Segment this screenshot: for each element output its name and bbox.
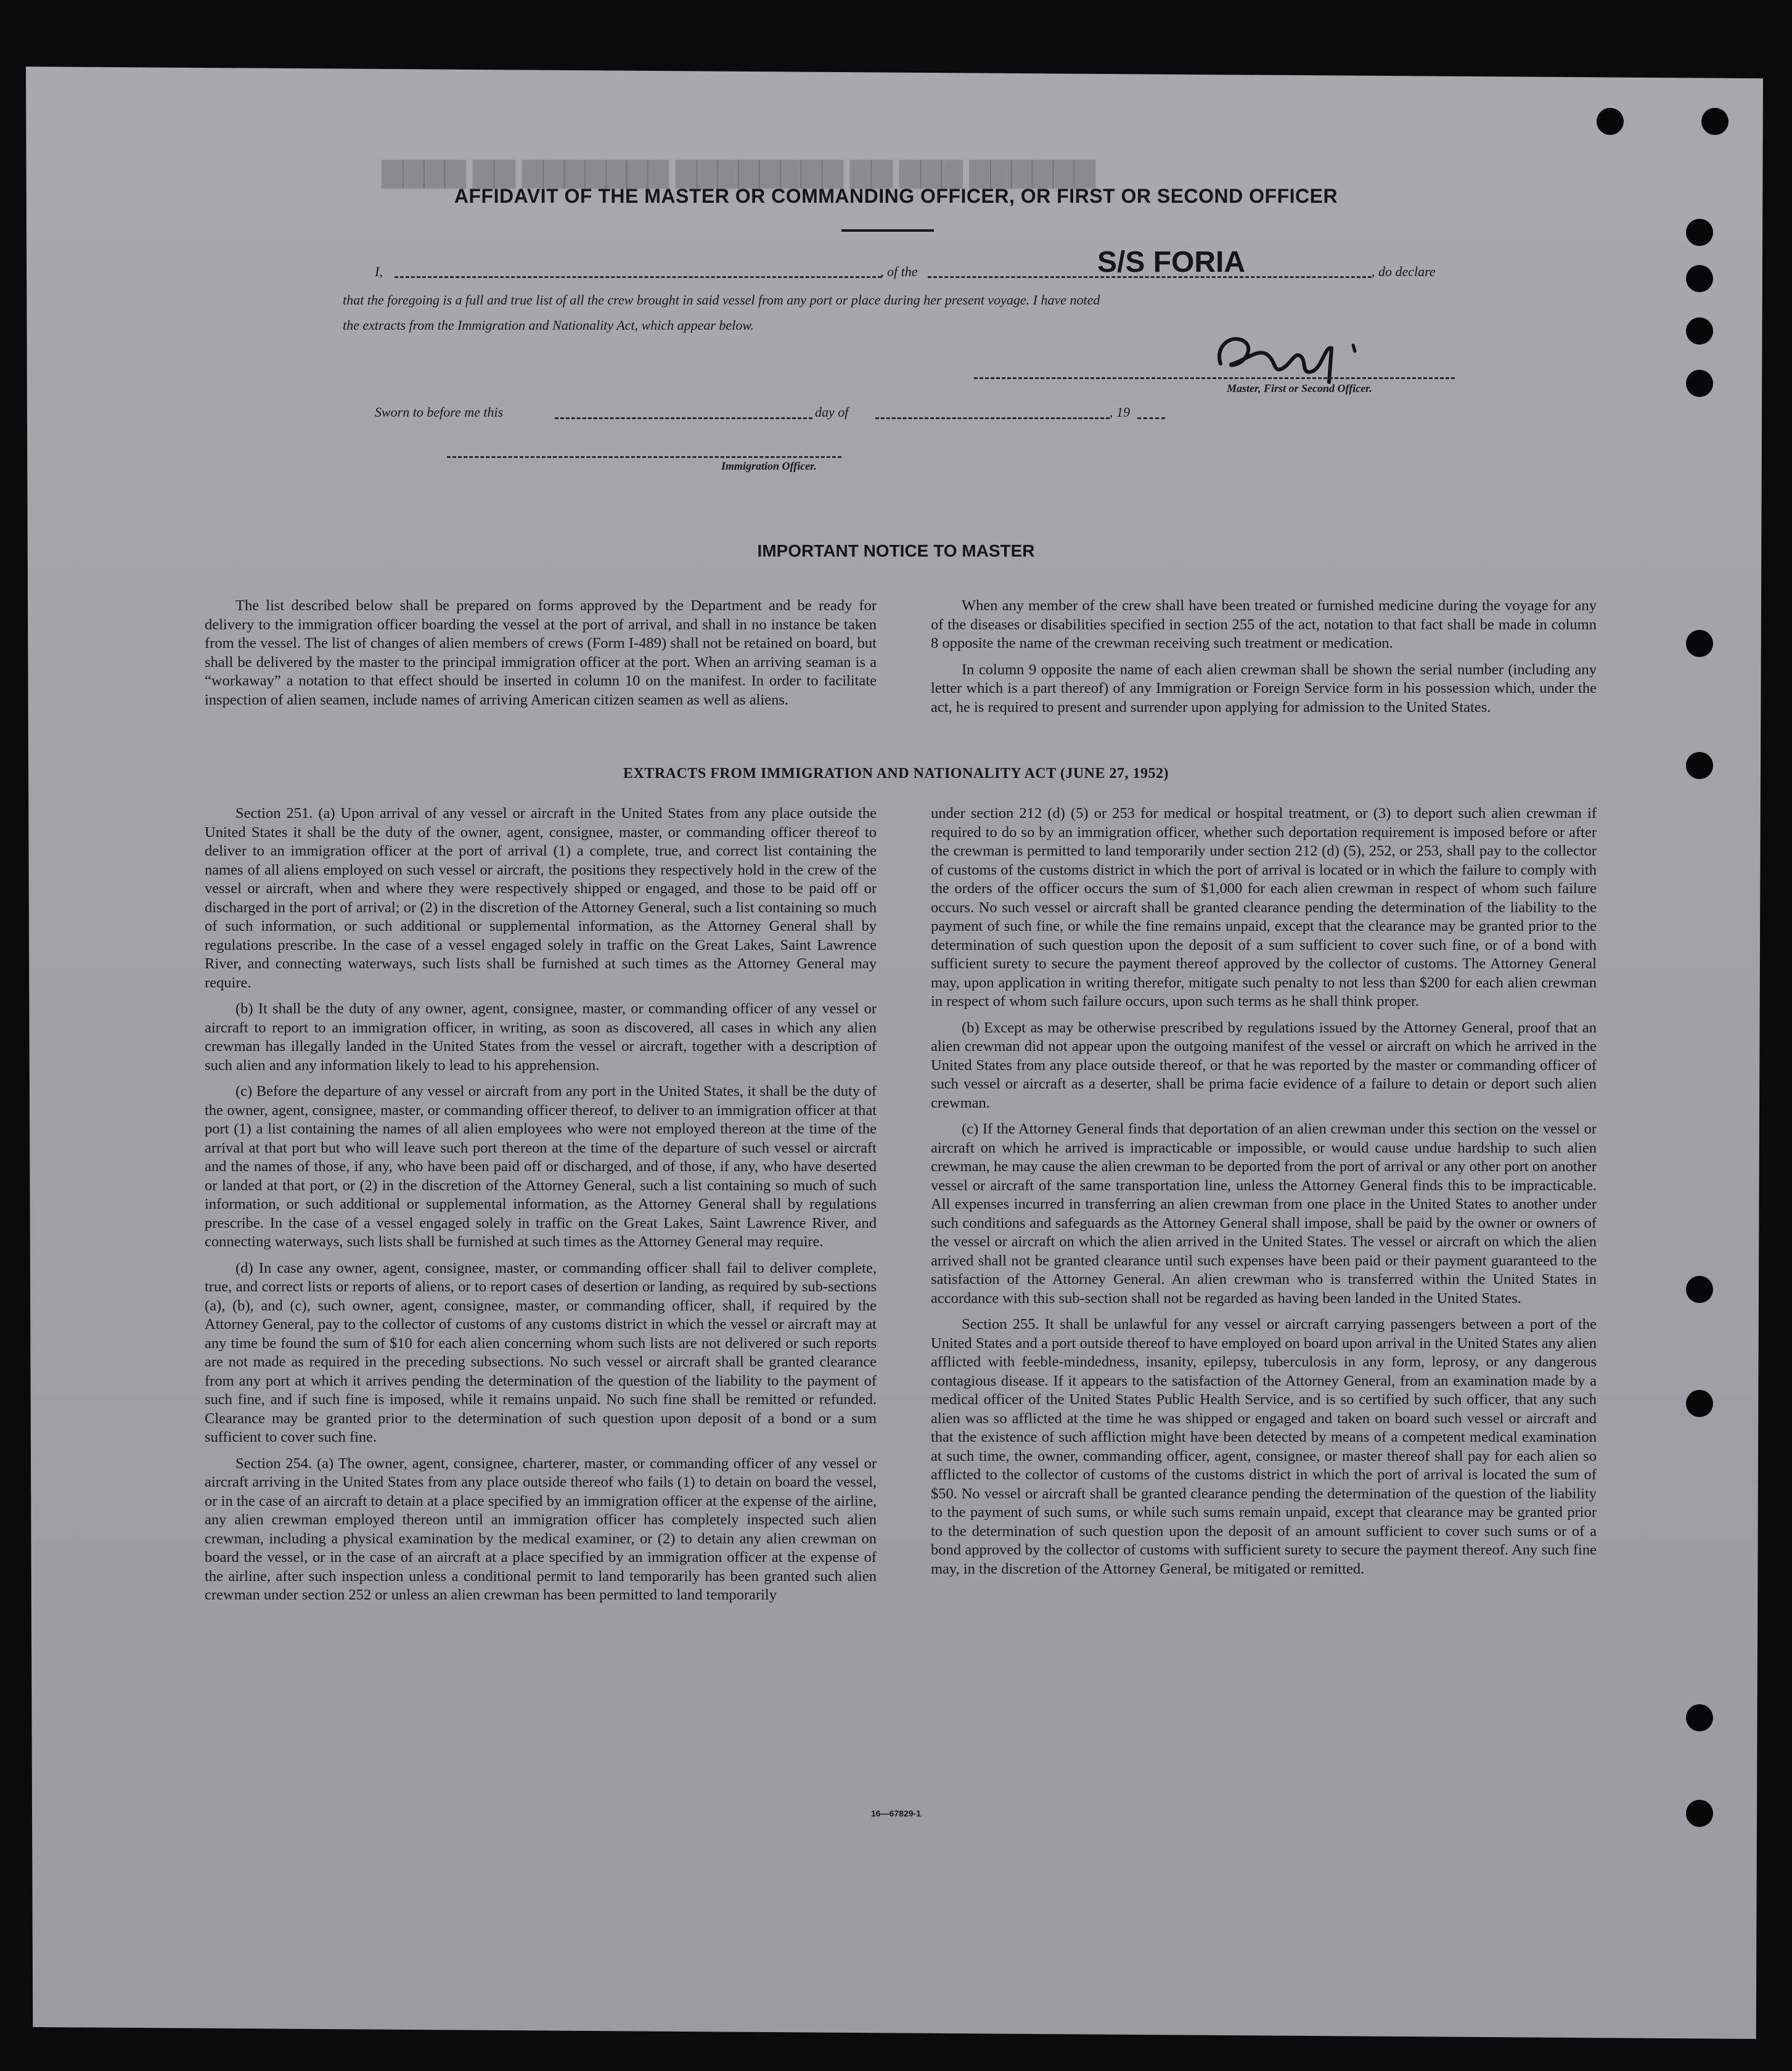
immigration-officer-caption: Immigration Officer. [721, 460, 817, 472]
name-field[interactable] [395, 276, 882, 278]
extract-paragraph: (b) Except as may be otherwise prescribed by regulations issued by the Attorney General, proof that an alien crewman did not appear upon the outgoing manifest of the vessel or aircraft on which he arrived in the United States from any place outside thereof, or that he was reported by the master or commanding officer of such vessel or aircraft as a deserter, shall be prima facie evidence of a failure to detain or deport such alien crewman. [931, 1019, 1597, 1111]
binder-hole [1686, 265, 1713, 292]
sworn-month-field[interactable] [875, 417, 1110, 419]
title-rule [841, 229, 934, 232]
sworn-label: Sworn to before me this [375, 404, 504, 420]
bleed-through: ▇▇▇▇ ▇▇ ▇▇▇▇▇▇▇ ▇▇▇▇▇▇▇▇ ▇▇ ▇▇▇ ▇▇▇▇▇▇ [382, 161, 1095, 191]
year-label: , 19 [1110, 404, 1130, 420]
extracts-right-column [931, 804, 1597, 1586]
binder-hole [1686, 317, 1713, 345]
notice-right-paragraph-2: In column 9 opposite the name of each alien crewman shall be shown the serial number (including any letter which is a part thereof) of any Immigration or Foreign Service form in his possession which, under the act, he is required to present and surrender upon applying for admission to the United States. [931, 661, 1597, 716]
day-of-label: day of [815, 404, 849, 420]
binder-hole [1597, 108, 1624, 135]
extract-paragraph: (c) Before the departure of any vessel or aircraft from any port in the United States, it shall be the duty of the owner, agent, consignee, master, or commanding officer thereof, to deliver to an immigration officer at that port (1) a list containing the names of all alien employees who were not employed thereon at the time of the arrival at that port but who will leave such port thereon at the time of the departure of such vessel or aircraft and the names of those, if any, who have been paid off or discharged, and of those, if any, who have deserted or landed at that port, or (2) in the discretion of the Attorney General, such a list containing so much of such information, or such additional or supplemental information, as the Attorney General shall by regulations prescribe. In the case of a vessel engaged solely in traffic on the Great Lakes, Saint Lawrence River, and connecting waterways, such lists shall be furnished at such times as the Attorney General may require. [205, 1083, 877, 1250]
of-the-label: , of the [880, 264, 918, 279]
extract-paragraph: Section 251. (a) Upon arrival of any vessel or aircraft in the United States from any place outside the United States it shall be the duty of the owner, agent, consignee, master, or commanding officer thereof to deliver to an immigration officer at the port of arrival (1) a complete, true, and correct list containing the names of all aliens employed on such vessel or aircraft, the positions they respectively hold in the crew of the vessel or aircraft, when and where they were respectively shipped or engaged, and those to be paid off or discharged in the port of arrival; or (2) in the discretion of the Attorney General, such a list containing so much of such information, or such additional or supplemental information, as the Attorney General shall by regulations prescribe. In the case of a vessel engaged solely in traffic on the Great Lakes, Saint Lawrence River, and connecting waterways, such lists shall be furnished at such times as the Attorney General may require. [205, 805, 877, 991]
vessel-name: S/S FORIA [1097, 246, 1246, 279]
sworn-day-field[interactable] [555, 417, 812, 419]
extract-paragraph: Section 255. It shall be unlawful for any vessel or aircraft carrying passengers between a port of the United States and a port outside thereof to have employed on board upon arrival in the United States any alien afflicted with feeble-mindedness, insanity, epilepsy, tuberculosis in any form, leprosy, or any dangerous contagious disease. If it appears to the satisfaction of the Attorney General, from an examination made by a medical officer of the United States Public Health Service, and is so certified by such officer, that any such alien was so afflicted at the time he was shipped or engaged and taken on board such vessel or aircraft and that the existence of such affliction might have been detected by means of a competent medical examination at such time, the owner, commanding officer, agent, consignee, or master thereof shall pay for each alien so afflicted to the collector of customs of the customs district in which the port of arrival is located the sum of $50. No vessel or aircraft shall be granted clearance pending the determination of the question of the liability to the payment of such sums, or while such sums remain unpaid, except that clearance may be granted prior to the determination of such question upon the deposit of an amount sufficient to cover such sums or of a bond approved by the collector of customs with sufficient surety to secure the payment thereof. Any such fine may, in the discretion of the Attorney General, be mitigated or remitted. [931, 1316, 1597, 1577]
notice-right-paragraph-1: When any member of the crew shall have been treated or furnished medicine during the voyage for any of the diseases or disabilities specified in section 255 of the act, notation to that fact shall be made in column 8 opposite the name of the crewman receiving such treatment or medication. [931, 597, 1597, 652]
immigration-officer-line[interactable] [447, 456, 841, 458]
sworn-year-field[interactable] [1137, 417, 1165, 419]
notice-left [205, 597, 877, 717]
binder-hole [1686, 1390, 1713, 1417]
affidavit-title: AFFIDAVIT OF THE MASTER OR COMMANDING OFFICER, OR FIRST OR SECOND OFFICER [454, 185, 1338, 207]
binder-hole [1686, 219, 1713, 246]
affidavit-line-2: that the foregoing is a full and true list of all the crew brought in said vessel from any port or place during her present voyage. I have noted [343, 292, 1100, 308]
extract-paragraph: (c) If the Attorney General finds that deportation of an alien crewman under this section on the vessel or aircraft on which he arrived is impracticable or impossible, or would cause undue hardship to such alien crewman, he may cause the alien crewman to be deported from the port of arrival or any other port on another vessel or aircraft of the same transportation line, unless the Attorney General finds this to be impracticable. All expenses incurred in transferring an alien crewman from one place in the United States to another under such conditions and safeguards as the Attorney General shall impose, shall be paid by the owner or owners of the vessel or aircraft on which the alien arrived in the United States. The vessel or aircraft on which the alien arrived shall not be granted clearance until such expenses have been paid or their payment guaranteed to the satisfaction of the Attorney General. An alien crewman who is transferred within the United States in accordance with this sub-section shall not be regarded as having been landed in the United States. [931, 1121, 1597, 1307]
extract-paragraph: Section 254. (a) The owner, agent, consignee, charterer, master, or commanding officer of any vessel or aircraft arriving in the United States from any place outside thereof who fails (1) to detain on board the vessel, or in the case of an aircraft to detain at a place specified by an immigration officer at the expense of the airline, any alien crewman employed thereon until an immigration officer has completely inspected such alien crewman, including a physical examination by the medical examiner, or (2) to detain any alien crewman on board the vessel, or in the case of an aircraft at a place specified by an immigration officer at the expense of the airline, after such inspection unless a conditional permit to land temporarily has been granted such alien crewman under section 252 or unless an alien crewman has been permitted to land temporarily [205, 1455, 877, 1603]
extract-paragraph: (b) It shall be the duty of any owner, agent, consignee, master, or commanding officer of any vessel or aircraft to report to an immigration officer, in writing, as soon as discovered, all cases in which any alien crewman has illegally landed in the United States from the vessel or aircraft, together with a description of such alien and any information likely to lead to his apprehension. [205, 1000, 877, 1074]
notice-title: IMPORTANT NOTICE TO MASTER [757, 541, 1035, 560]
do-declare-label: , do declare [1372, 264, 1436, 279]
extracts-title: EXTRACTS FROM IMMIGRATION AND NATIONALITY ACT (JUNE 27, 1952) [623, 766, 1169, 782]
form-code: 16—67829-1 [871, 1808, 921, 1818]
officer-caption: Master, First or Second Officer. [1227, 382, 1372, 394]
binder-hole [1686, 370, 1713, 397]
binder-hole [1686, 1276, 1713, 1303]
binder-hole [1686, 1704, 1713, 1731]
affidavit-line-3: the extracts from the Immigration and Nationality Act, which appear below. [343, 317, 754, 333]
extract-paragraph: under section 212 (d) (5) or 253 for medical or hospital treatment, or (3) to deport such alien crewman if required to do so by an immigration officer, whether such deportation requirement is imposed before or after the crewman is permitted to land temporarily under section 212 (d) (5), 252, or 253, shall pay to the collector of customs of the customs district in which the port of arrival is located or in which the failure to comply with the orders of the officer occurs the sum of $1,000 for each alien crewman in respect of whom such failure occurs. No such vessel or aircraft shall be granted clearance pending the determination of the liability to the payment of such fine, or while the fine remains unpaid, except that the clearance may be granted prior to the determination of such question upon the deposit of a sum sufficient to cover such fine, or of a bond with sufficient surety to secure the payment thereof approved by the collector of customs. The Attorney General may, upon application in writing therefor, mitigate such penalty to not less than $200 for each alien crewman in respect of whom such failure occurs, upon such terms as he shall think proper. [931, 805, 1597, 1010]
officer-signature-line[interactable] [974, 377, 1455, 379]
extracts-left-column [205, 804, 877, 1612]
binder-hole [1701, 108, 1729, 135]
notice-right [931, 597, 1597, 724]
i-label: I, [375, 264, 383, 279]
extract-paragraph: (d) In case any owner, agent, consignee, master, or commanding officer shall fail to deliver complete, true, and correct lists or reports of aliens, or to report cases of desertion or landing, as required by sub-sections (a), (b), and (c), such owner, agent, consignee, master, or commanding officer, shall, if required by the Attorney General, pay to the collector of customs of any customs district in which the vessel or aircraft may at any time be found the sum of $10 for each alien concerning whom such lists are not delivered or such reports are not made as required in the preceding subsections. No such vessel or aircraft shall be granted clearance from any port at which it arrives pending the determination of the question of the liability to the payment of such fine, and if such fine is imposed, while it remains unpaid. No such fine shall be remitted or refunded. Clearance may be granted prior to the determination of such question upon deposit of a bond or a sum sufficient to cover such fine. [205, 1259, 877, 1445]
binder-hole [1686, 630, 1713, 657]
notice-left-paragraph: The list described below shall be prepared on forms approved by the Department and be ready for delivery to the immigration officer boarding the vessel at the port of arrival, and shall in no instance be taken from the vessel. The list of changes of alien members of crews (Form I-489) shall not be retained on board, but shall be delivered by the master to the principal immigration officer at the port. When an arriving seaman is a “workaway” a notation to that effect should be inserted in column 10 on the manifest. In order to facilitate inspection of alien seamen, include names of arriving American citizen seamen as well as aliens. [205, 597, 877, 708]
